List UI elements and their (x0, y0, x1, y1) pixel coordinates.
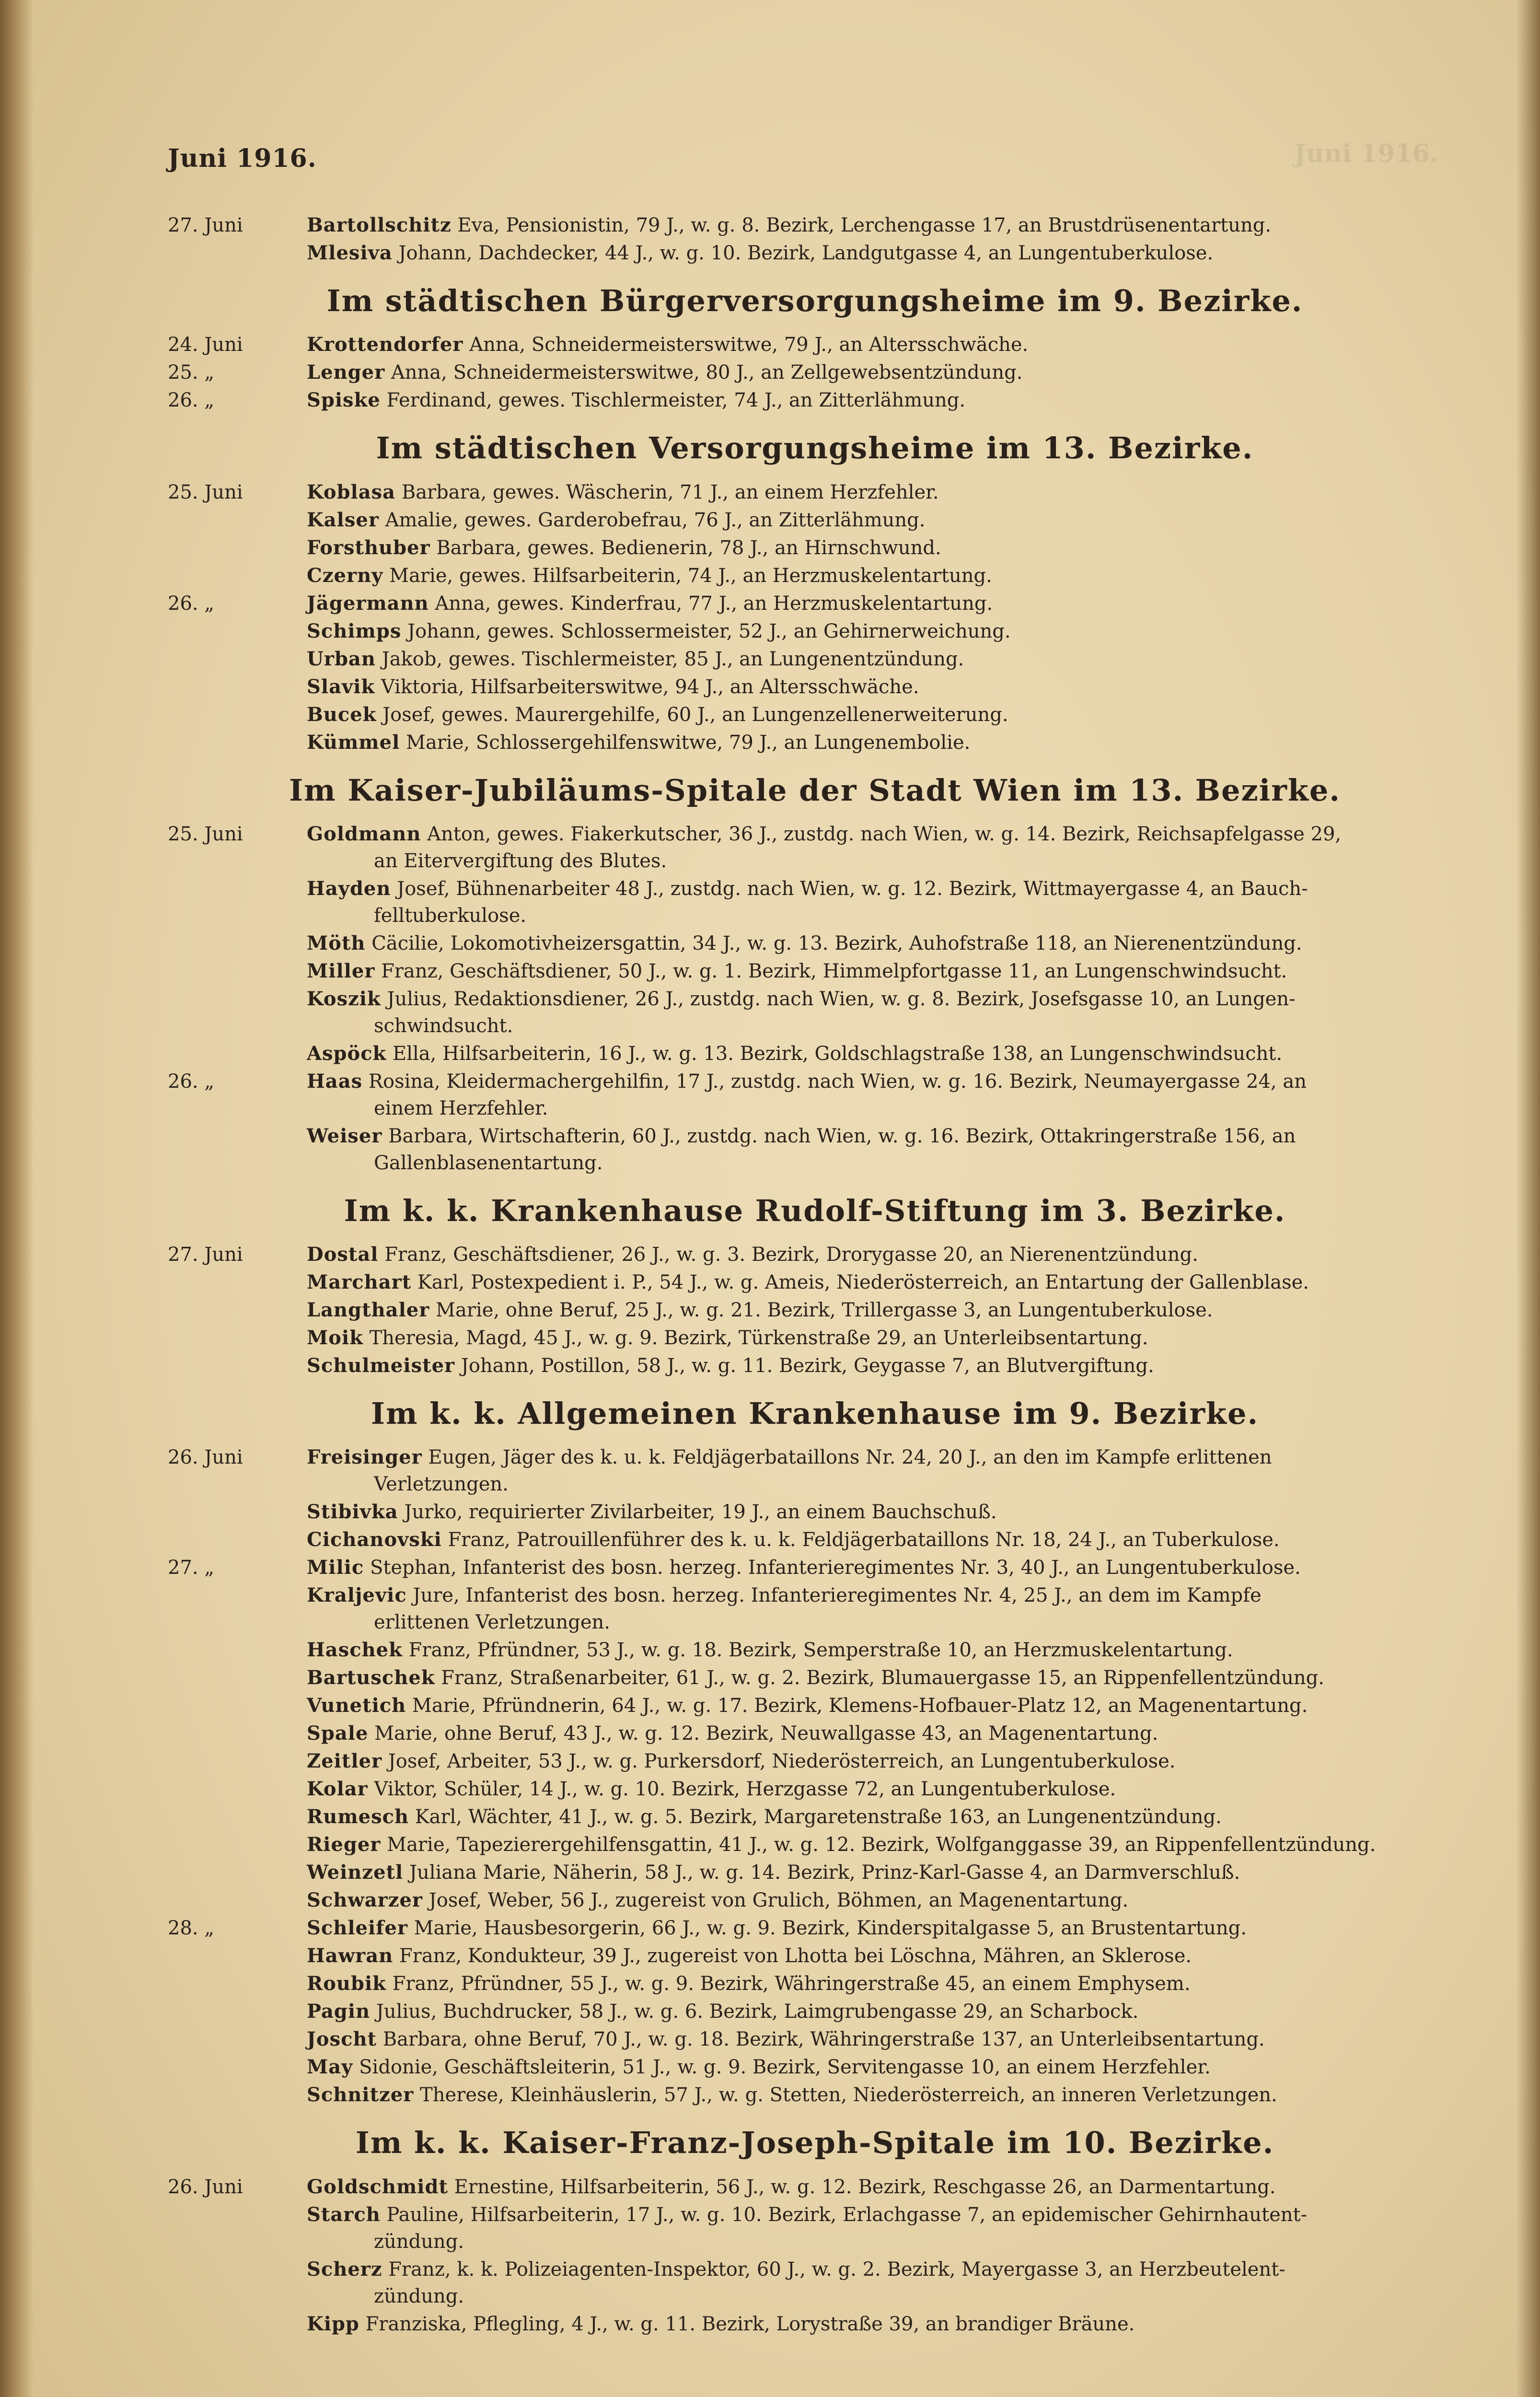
entry-body (307, 1123, 1462, 1150)
entry-row (168, 1123, 1462, 1176)
entry-details: Julius, Buchdrucker, 58 J., w. g. 6. Bezirk, Laimgrubengasse 29, an Scharbock. (376, 2001, 1139, 2023)
entry-body (307, 479, 1462, 506)
entry-surname: Möth (307, 931, 366, 954)
entry-continuation: Verletzungen. (374, 1473, 509, 1496)
entry-surname: Stibivka (307, 1501, 398, 1524)
entry-details: Josef, Arbeiter, 53 J., w. g. Purkersdorf, Niederösterreich, an Lungentuberkulose. (388, 1750, 1176, 1773)
entry-surname: Dostal (307, 1243, 379, 1266)
entry-details: Barbara, gewes. Wäscherin, 71 J., an einem Herzfehler. (401, 481, 939, 503)
entry-date: 27. „ (168, 1557, 215, 1579)
entry-details: Amalie, gewes. Garderobefrau, 76 J., an Zitterlähmung. (385, 509, 926, 531)
entry-row (168, 1748, 1462, 1775)
section (168, 773, 1462, 1176)
entry-surname: Vunetich (307, 1694, 406, 1717)
entry-body (307, 2026, 1462, 2053)
entry-row (168, 1241, 1462, 1268)
entry-surname: Krottendorfer (307, 333, 463, 356)
entry-surname: Slavik (307, 675, 375, 698)
entry-continuation: zündung. (374, 2285, 464, 2307)
entry-row (168, 359, 1462, 386)
entry-row (168, 212, 1462, 239)
entry-body (307, 821, 1462, 848)
entry-surname: Spiske (307, 389, 381, 412)
entry-body (307, 1720, 1462, 1747)
entry-surname: Bartollschitz (307, 214, 452, 236)
entry-date: 28. „ (168, 1917, 215, 1940)
entry-surname: Haschek (307, 1639, 403, 1662)
entry-row (168, 1582, 1462, 1636)
entry-details: Marie, ohne Beruf, 43 J., w. g. 12. Bezirk, Neuwallgasse 43, an Magenentartung. (374, 1722, 1158, 1745)
entry-details: Marie, gewes. Hilfsarbeiterin, 74 J., an Herzmuskelentartung. (389, 564, 992, 587)
entry-body (307, 1499, 1462, 1525)
entry-surname: Weinzetl (307, 1861, 404, 1884)
entry-surname: Rieger (307, 1833, 381, 1856)
entry-surname: Spale (307, 1722, 369, 1745)
entry-details: Jure, Infanterist des bosn. herzeg. Infanterieregimentes Nr. 4, 25 J., an dem im Kampfe (413, 1584, 1262, 1607)
entry-body (307, 2201, 1462, 2228)
entry-surname: Jägermann (307, 592, 429, 615)
entry-details: Marie, Tapezierergehilfensgattin, 41 J., w. g. 12. Bezirk, Wolfganggasse 39, an Rippenfellentzündung. (387, 1834, 1376, 1856)
entry-surname: Schulmeister (307, 1354, 455, 1377)
entry-details: Franz, Geschäftsdiener, 50 J., w. g. 1. Bezirk, Himmelpfortgasse 11, an Lungenschwindsucht. (381, 960, 1287, 982)
entry-row (168, 1970, 1462, 1997)
entry-body (307, 507, 1462, 534)
section (168, 2126, 1462, 2337)
entry-surname: Joscht (307, 2028, 377, 2051)
entry-row (168, 1325, 1462, 1351)
entry-body (307, 359, 1462, 386)
entry-row (168, 821, 1462, 874)
entry-row (168, 1068, 1462, 1122)
entry-row (168, 958, 1462, 985)
entry-body (307, 212, 1462, 239)
entry-surname: Kümmel (307, 731, 400, 754)
entry-details: Anna, gewes. Kinderfrau, 77 J., an Herzmuskelentartung. (435, 592, 993, 615)
entry-date: 27. Juni (168, 1244, 243, 1266)
entry-row (168, 1859, 1462, 1886)
entry-row (168, 1664, 1462, 1691)
entry-row (168, 1637, 1462, 1664)
entry-body (307, 1943, 1462, 1969)
entry-surname: Marchart (307, 1271, 412, 1294)
entry-details: Jurko, requirierter Zivilarbeiter, 19 J., an einem Bauchschuß. (404, 1501, 997, 1524)
entry-row (168, 1554, 1462, 1581)
entry-date: 26. „ (168, 592, 215, 615)
entry-row (168, 1269, 1462, 1296)
entry-body (307, 1637, 1462, 1664)
section-heading: Im Kaiser-Jubiläums-Spitale der Stadt Wien im 13. Bezirke. (289, 772, 1341, 808)
page-right-edge (1516, 0, 1540, 2397)
entry-date: 26. Juni (168, 2176, 243, 2198)
entry-body (307, 2311, 1462, 2338)
entry-row (168, 1915, 1462, 1942)
entry-row (168, 1887, 1462, 1914)
entry-row (168, 701, 1462, 728)
entry-row (168, 1831, 1462, 1858)
entry-date: 25. Juni (168, 823, 243, 845)
entry-details: Franz, Pfründner, 55 J., w. g. 9. Bezirk, Währingerstraße 45, an einem Emphysem. (392, 1973, 1191, 1995)
entry-row (168, 875, 1462, 929)
entry-body (307, 1526, 1462, 1553)
entry-date: 24. Juni (168, 334, 243, 356)
entry-date: 25. Juni (168, 481, 243, 503)
entry-details: Josef, Bühnenarbeiter 48 J., zustdg. nach Wien, w. g. 12. Bezirk, Wittmayergasse 4, an Bauch- (397, 877, 1308, 900)
entry-details: Johann, Postillon, 58 J., w. g. 11. Bezirk, Geygasse 7, an Blutvergiftung. (461, 1355, 1154, 1377)
entry-body (307, 875, 1462, 902)
entry-date: 27. Juni (168, 214, 243, 236)
running-head-bleedthrough: Juni 1916. (1294, 139, 1438, 168)
entry-body (307, 387, 1462, 414)
entry-surname: Haas (307, 1070, 363, 1093)
entry-body (307, 2082, 1462, 2108)
section (168, 1396, 1462, 2108)
page-left-edge (0, 0, 34, 2397)
entry-surname: Schnitzer (307, 2083, 414, 2106)
entry-date: 26. Juni (168, 1446, 243, 1469)
entry-continuation: einem Herzfehler. (374, 1097, 548, 1119)
entry-row (168, 646, 1462, 673)
entry-row (168, 387, 1462, 414)
entry-surname: Bartuschek (307, 1666, 435, 1689)
entry-body (307, 1692, 1462, 1719)
entry-details: Viktoria, Hilfsarbeiterswitwe, 94 J., an Altersschwäche. (381, 675, 919, 698)
entry-details: Franz, Geschäftsdiener, 26 J., w. g. 3. Bezirk, Drorygasse 20, an Nierenentzündung. (384, 1244, 1198, 1266)
entry-body (307, 1297, 1462, 1324)
entry-surname: Mlesiva (307, 242, 393, 264)
entry-row (168, 1499, 1462, 1525)
entry-surname: May (307, 2056, 353, 2079)
entry-surname: Urban (307, 647, 376, 670)
entry-body (307, 1887, 1462, 1914)
entry-details: Stephan, Infanterist des bosn. herzeg. Infanterieregimentes Nr. 3, 40 J., an Lungentuberkulose. (370, 1557, 1301, 1579)
entry-row (168, 1943, 1462, 1969)
entry-row (168, 1040, 1462, 1067)
entry-row (168, 562, 1462, 589)
entry-surname: Weiser (307, 1124, 382, 1147)
entry-details: Karl, Wächter, 41 J., w. g. 5. Bezirk, Margaretenstraße 163, an Lungenentzündung. (415, 1806, 1222, 1828)
entry-row (168, 2174, 1462, 2200)
entry-row (168, 2054, 1462, 2081)
section-heading: Im städtischen Versorgungsheime im 13. Bezirke. (376, 431, 1254, 466)
section-heading: Im k. k. Kaiser-Franz-Joseph-Spitale im 10. Bezirke. (355, 2125, 1274, 2161)
entry-continuation: erlittenen Verletzungen. (374, 1611, 611, 1634)
entry-continuation: Gallenblasenentartung. (374, 1152, 603, 1174)
entry-details: Barbara, ohne Beruf, 70 J., w. g. 18. Bezirk, Währingerstraße 137, an Unterleibsentartung. (382, 2028, 1265, 2051)
entry-details: Josef, Weber, 56 J., zugereist von Grulich, Böhmen, an Magenentartung. (428, 1889, 1129, 1912)
entry-row (168, 1297, 1462, 1324)
entry-details: Franziska, Pflegling, 4 J., w. g. 11. Bezirk, Lorystraße 39, an brandiger Bräune. (365, 2313, 1135, 2335)
entry-details: Ferdinand, gewes. Tischlermeister, 74 J., an Zitterlähmung. (386, 389, 966, 412)
entry-details: Marie, Schlossergehilfenswitwe, 79 J., an Lungenembolie. (405, 731, 971, 754)
entry-row (168, 618, 1462, 645)
entry-details: Johann, gewes. Schlossermeister, 52 J., an Gehirnerweichung. (407, 620, 1011, 642)
entry-body (307, 646, 1462, 673)
entry-surname: Bucek (307, 703, 377, 726)
entry-details: Franz, Kondukteur, 39 J., zugereist von Lhotta bei Löschna, Mähren, an Sklerose. (399, 1945, 1192, 1967)
entry-surname: Lenger (307, 361, 385, 384)
entry-row (168, 1692, 1462, 1719)
entry-surname: Rumesch (307, 1805, 409, 1828)
entry-surname: Schleifer (307, 1917, 408, 1940)
section-heading: Im städtischen Bürgerversorgungsheime im 9. Bezirke. (326, 283, 1303, 318)
entry-body (307, 1776, 1462, 1803)
entry-date: 26. „ (168, 1070, 215, 1093)
entry-details: Anna, Schneidermeisterswitwe, 79 J., an Altersschwäche. (469, 334, 1029, 356)
entry-details: Franz, k. k. Polizeiagenten-Inspektor, 60 J., w. g. 2. Bezirk, Mayergasse 3, an Herzbeutelent- (388, 2258, 1285, 2281)
entry-row (168, 2026, 1462, 2053)
section (168, 431, 1462, 756)
entry-row (168, 331, 1462, 358)
entry-body (307, 701, 1462, 728)
entry-surname: Miller (307, 959, 375, 982)
entry-surname: Milic (307, 1556, 364, 1579)
entry-details: Franz, Pfründner, 53 J., w. g. 18. Bezirk, Semperstraße 10, an Herzmuskelentartung. (408, 1639, 1233, 1662)
entry-row (168, 1998, 1462, 2025)
entry-body (307, 2256, 1462, 2283)
entry-body (307, 958, 1462, 985)
entry-surname: Roubik (307, 1972, 386, 1995)
entry-body (307, 729, 1462, 756)
entry-row (168, 2311, 1462, 2338)
entry-surname: Koblasa (307, 480, 396, 503)
entry-body (307, 1831, 1462, 1858)
entry-continuation: schwindsucht. (374, 1014, 513, 1037)
running-head: Juni 1916. (168, 144, 317, 173)
entry-details: Marie, ohne Beruf, 25 J., w. g. 21. Bezirk, Trillergasse 3, an Lungentuberkulose. (436, 1299, 1213, 1322)
entry-body (307, 1859, 1462, 1886)
entry-surname: Koszik (307, 987, 381, 1010)
entry-details: Marie, Pfründnerin, 64 J., w. g. 17. Bezirk, Klemens-Hofbauer-Platz 12, an Magenentartung. (412, 1695, 1308, 1717)
entry-row (168, 1720, 1462, 1747)
entry-continuation: an Eitervergiftung des Blutes. (374, 849, 667, 872)
entry-surname: Forsthuber (307, 536, 430, 559)
entry-row (168, 479, 1462, 506)
entry-body (307, 1040, 1462, 1067)
entry-surname: Cichanovski (307, 1528, 442, 1551)
entry-details: Viktor, Schüler, 14 J., w. g. 10. Bezirk, Herzgasse 72, an Lungentuberkulose. (374, 1778, 1116, 1801)
entry-row (168, 930, 1462, 957)
entry-surname: Pagin (307, 2000, 371, 2023)
entry-details: Jakob, gewes. Tischlermeister, 85 J., an Lungenentzündung. (382, 648, 964, 670)
entry-details: Karl, Postexpedient i. P., 54 J., w. g. Ameis, Niederösterreich, an Entartung der Gallenblase. (417, 1271, 1309, 1294)
entry-body (307, 1970, 1462, 1997)
entry-body (307, 618, 1462, 645)
entry-body (307, 331, 1462, 358)
entry-body (307, 1582, 1462, 1609)
entry-date: 26. „ (168, 389, 215, 412)
entry-surname: Moik (307, 1326, 363, 1350)
entry-body (307, 1325, 1462, 1351)
entry-date: 25. „ (168, 361, 215, 384)
entry-row (168, 1776, 1462, 1803)
entry-row (168, 674, 1462, 700)
entry-body (307, 1352, 1462, 1379)
entry-details: Ernestine, Hilfsarbeiterin, 56 J., w. g. 12. Bezirk, Reschgasse 26, an Darmentartung. (454, 2176, 1276, 2198)
entry-details: Josef, gewes. Maurergehilfe, 60 J., an Lungenzellenerweiterung. (382, 703, 1008, 726)
entry-body (307, 535, 1462, 561)
entry-body (307, 1068, 1462, 1095)
entry-details: Julius, Redaktionsdiener, 26 J., zustdg. nach Wien, w. g. 8. Bezirk, Josefsgasse 10, an Lungen- (387, 988, 1296, 1010)
section (168, 284, 1462, 414)
entry-body (307, 590, 1462, 617)
entry-details: Anton, gewes. Fiakerkutscher, 36 J., zustdg. nach Wien, w. g. 14. Bezirk, Reichsapfelgasse 29, (427, 823, 1342, 845)
entry-body (307, 1554, 1462, 1581)
entry-row (168, 2256, 1462, 2310)
entry-details: Juliana Marie, Näherin, 58 J., w. g. 14. Bezirk, Prinz-Karl-Gasse 4, an Darmverschluß. (409, 1862, 1240, 1884)
entry-surname: Kipp (307, 2312, 359, 2335)
entry-details: Sidonie, Geschäftsleiterin, 51 J., w. g. 9. Bezirk, Servitengasse 10, an einem Herzfehler. (359, 2056, 1211, 2079)
entry-body (307, 1748, 1462, 1775)
entry-row (168, 2082, 1462, 2108)
entry-details: Cäcilie, Lokomotivheizersgattin, 34 J., w. g. 13. Bezirk, Auhofstraße 118, an Nierenentzündung. (371, 932, 1302, 954)
entry-row (168, 729, 1462, 756)
entry-row (168, 535, 1462, 561)
entry-row (168, 1352, 1462, 1379)
entry-body (307, 1998, 1462, 2025)
entry-details: Franz, Patrouillenführer des k. u. k. Feldjägerbataillons Nr. 18, 24 J., an Tuberkulose. (448, 1529, 1280, 1551)
entry-row (168, 2201, 1462, 2255)
entry-surname: Hawran (307, 1944, 394, 1967)
entry-body (307, 1915, 1462, 1942)
entry-body (307, 986, 1462, 1012)
entry-details: Ella, Hilfsarbeiterin, 16 J., w. g. 13. Bezirk, Goldschlagstraße 138, an Lungenschwindsucht. (393, 1042, 1283, 1065)
entry-body (307, 2054, 1462, 2081)
entry-details: Eva, Pensionistin, 79 J., w. g. 8. Bezirk, Lerchengasse 17, an Brustdrüsenentartung. (457, 214, 1272, 236)
entry-body (307, 1241, 1462, 1268)
entry-details: Theresia, Magd, 45 J., w. g. 9. Bezirk, Türkenstraße 29, an Unterleibsentartung. (369, 1327, 1148, 1350)
entry-surname: Kalser (307, 508, 379, 531)
entry-continuation: zündung. (374, 2230, 464, 2253)
entry-surname: Goldschmidt (307, 2175, 448, 2198)
entry-body (307, 674, 1462, 700)
entry-surname: Schwarzer (307, 1889, 423, 1912)
entry-row (168, 507, 1462, 534)
section (168, 212, 1462, 267)
entry-row (168, 986, 1462, 1039)
section-heading: Im k. k. Krankenhause Rudolf-Stiftung im 3. Bezirke. (344, 1193, 1286, 1228)
entry-surname: Kolar (307, 1778, 368, 1801)
entry-details: Barbara, gewes. Bedienerin, 78 J., an Hirnschwund. (436, 536, 941, 559)
entry-details: Therese, Kleinhäuslerin, 57 J., w. g. Stetten, Niederösterreich, an inneren Verletzungen. (420, 2084, 1277, 2106)
entry-surname: Goldmann (307, 822, 421, 845)
entry-details: Johann, Dachdecker, 44 J., w. g. 10. Bezirk, Landgutgasse 4, an Lungentuberkulose. (398, 242, 1214, 264)
section (168, 1194, 1462, 1379)
entry-details: Rosina, Kleidermachergehilfin, 17 J., zustdg. nach Wien, w. g. 16. Bezirk, Neumayergasse 24, an (368, 1070, 1307, 1093)
entry-continuation: felltuberkulose. (374, 904, 527, 927)
entry-row (168, 1444, 1462, 1498)
section-heading: Im k. k. Allgemeinen Krankenhause im 9. Bezirke. (371, 1396, 1259, 1431)
entry-details: Barbara, Wirtschafterin, 60 J., zustdg. nach Wien, w. g. 16. Bezirk, Ottakringerstraße 156, an (388, 1125, 1296, 1147)
entry-body (307, 1664, 1462, 1691)
entry-surname: Aspöck (307, 1042, 387, 1065)
entry-surname: Kraljevic (307, 1584, 407, 1607)
entry-surname: Hayden (307, 877, 391, 900)
entry-details: Franz, Straßenarbeiter, 61 J., w. g. 2. Bezirk, Blumauergasse 15, an Rippenfellentzündung. (441, 1667, 1324, 1689)
entry-body (307, 930, 1462, 957)
entry-row (168, 240, 1462, 267)
entry-surname: Zeitler (307, 1750, 382, 1773)
obituary-list (168, 211, 1462, 2351)
entry-surname: Scherz (307, 2257, 382, 2281)
entry-details: Pauline, Hilfsarbeiterin, 17 J., w. g. 10. Bezirk, Erlachgasse 7, an epidemischer Gehirnhautent- (386, 2203, 1308, 2226)
entry-surname: Czerny (307, 564, 383, 587)
entry-row (168, 1804, 1462, 1830)
entry-details: Eugen, Jäger des k. u. k. Feldjägerbataillons Nr. 24, 20 J., an den im Kampfe erlittenen (428, 1446, 1272, 1469)
entry-body (307, 562, 1462, 589)
entry-surname: Schimps (307, 619, 402, 642)
entry-surname: Freisinger (307, 1446, 422, 1469)
entry-surname: Starch (307, 2203, 381, 2226)
entry-body (307, 240, 1462, 267)
entry-surname: Langthaler (307, 1299, 430, 1322)
entry-row (168, 590, 1462, 617)
entry-details: Anna, Schneidermeisterswitwe, 80 J., an Zellgewebsentzündung. (391, 361, 1023, 384)
entry-body (307, 1269, 1462, 1296)
entry-row (168, 1526, 1462, 1553)
entry-body (307, 1444, 1462, 1471)
entry-body (307, 1804, 1462, 1830)
entry-details: Marie, Hausbesorgerin, 66 J., w. g. 9. Bezirk, Kinderspitalgasse 5, an Brustentartung. (414, 1917, 1247, 1940)
entry-body (307, 2174, 1462, 2200)
